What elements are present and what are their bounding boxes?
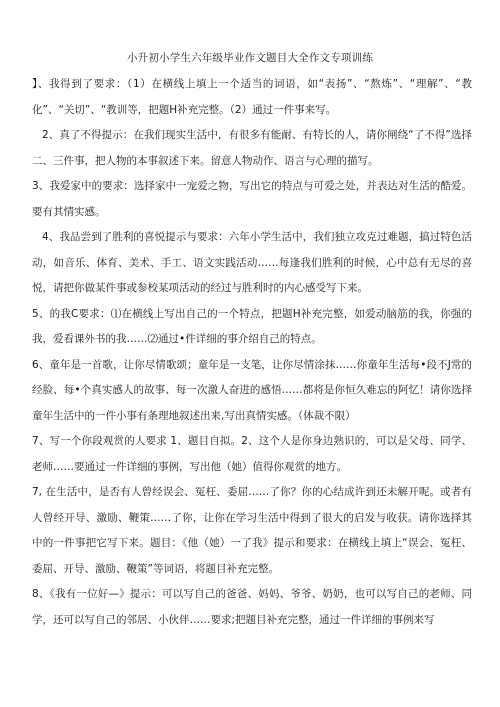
paragraph-4: 4、我品尝到了胜利的喜悦提示与要求：六年小学生活中，我们独立攻克过难题，搞过特色活动，如音乐、体育、美术、手工、语文实践活动……每逢我们胜利的时候，心中总有无尽的喜悦，请把你做某件事或参校某项活动的经过与胜利时的内心感受写下来。 (32, 231, 472, 294)
paragraph-7: 7、写一个你段观赏的人要求 1、题目自拟。2、这个人是你身边熟识的，可以是父母、同学、老师……要通过一件详细的事例，写出他（她）值得你观赏的地方。 (32, 435, 472, 473)
paragraph-5: 5、的我C要求：⑴在横线上写出自己的一个特点，把题H补充完整，如爱动脑筋的我，你强的我，爱看课外书的我……⑵通过•件详细的事介绍自己的特点。 (32, 307, 472, 345)
paragraph-9: 8、《我有一位好—》提示：可以写自己的爸爸、妈妈、爷爷、奶奶，也可以写自己的老师、同学，还可以写自己的邻居、小伙伴……要求;把题目补充完整，通过一件详细的事例来写 (32, 588, 472, 626)
document-body (32, 72, 472, 633)
paragraph-3: 3、我爱家中的要求：选择家中一宠爱之物，写出它的特点与可爱之处，并表达对生活的酷爱。要有其情实感。 (32, 180, 472, 218)
paragraph-2: 2、真了不得提示：在我们现实生活中，有很多有能耐、有特长的人，请你闸绕“了不得”选择二、三件事，把人物的本事叙述下来。留意人物动作、语言与心理的描写。 (32, 129, 472, 167)
document-title: 小升初小学生六年级毕业作文题目大全作文专项训练 (126, 52, 374, 64)
paragraph-8: 7, 在生活中，是否有人曾经误会、冤枉、委屈……了你？你的心结成许到还未解开呢。或者有人曾经开导、激励、鞭策……了你，让你在学习生活中得到了很大的启发与收获。请你选择其中的一件事把它写下来。题目：《他（她）一了我》提示和要求：在横线上填上“误会、冤枉、委屈、开导、激励、鞭策”等词语，将题目补充完整。 (32, 486, 472, 575)
paragraph-6: 6、童年是一首歌，让你尽情歌颂；童年是一支笔，让你尽情涂抹……你童年生活每•段不J常的经脸、每•个真实感人的故事、每一次激人奋进的感悟……都将是你恒久难忘的阿忆！请你选择童年生活中的一件小事有条理地叙述出来,写出真情实感。（体裁不限） (32, 358, 472, 422)
paragraph-1: 】、我得到了要求：（1）在横线上填上一个适当的词语，如“表扬”、“熬炼”、“理解”、“教化”、“关切”、“教训等，把题H补充完整。（2）通过一件事来写。 (32, 78, 472, 116)
